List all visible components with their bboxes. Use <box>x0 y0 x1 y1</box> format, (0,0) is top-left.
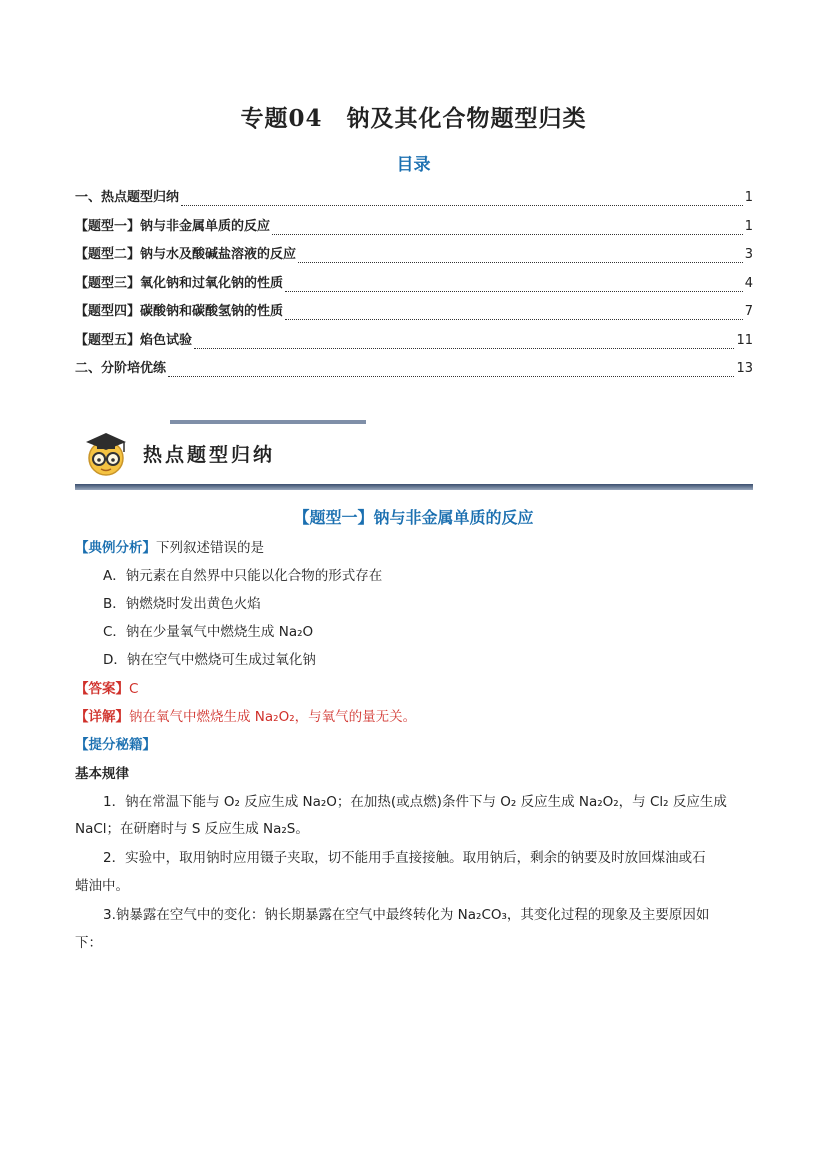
example-stem: 下列叙述错误的是 <box>156 540 264 556</box>
toc-entry[interactable] <box>75 329 753 358</box>
toc-leader <box>272 223 743 235</box>
toc-entry[interactable] <box>75 186 753 215</box>
toc-entry[interactable] <box>75 243 753 272</box>
tips-line: NaCl；在研磨时与 S 反应生成 Na₂S。 <box>75 821 309 837</box>
table-of-contents <box>75 186 753 386</box>
graduate-cap-glasses-icon <box>80 426 132 478</box>
detail-text: 钠在氧气中燃烧生成 Na₂O₂，与氧气的量无关。 <box>129 709 417 725</box>
tips-line: 2．实验中，取用钠时应用镊子夹取，切不能用手直接接触。取用钠后，剩余的钠要及时放回煤油或石 <box>103 850 706 866</box>
toc-entry-label: 【题型二】钠与水及酸碱盐溶液的反应 <box>75 247 297 262</box>
tips-tag: 【提分秘籍】 <box>75 737 156 753</box>
toc-leader <box>285 280 743 292</box>
detail-tag: 【详解】 <box>75 709 129 725</box>
toc-leader <box>285 308 743 320</box>
tips-line: 下： <box>75 935 102 951</box>
toc-entry[interactable] <box>75 215 753 244</box>
tips-line: 1．钠在常温下能与 O₂ 反应生成 Na₂O；在加热(或点燃)条件下与 O₂ 反应生成 Na₂O₂，与 Cl₂ 反应生成 <box>103 794 727 810</box>
banner-bottom-rule <box>75 484 753 490</box>
toc-entry-label: 二、分阶培优练 <box>75 361 167 376</box>
toc-entry-page: 7 <box>744 304 753 319</box>
toc-heading: 目录 <box>396 155 431 175</box>
toc-entry-label: 【题型一】钠与非金属单质的反应 <box>75 218 271 234</box>
option-c: C．钠在少量氧气中燃烧生成 Na₂O <box>103 624 314 640</box>
tips-subheading: 基本规律 <box>75 766 129 782</box>
toc-entry-label: 【题型三】氧化钠和过氧化钠的性质 <box>75 275 284 291</box>
option-a: A．钠元素在自然界中只能以化合物的形式存在 <box>103 568 383 584</box>
toc-entry-page: 3 <box>744 247 753 262</box>
answer-value: C <box>129 681 139 697</box>
toc-leader <box>168 365 734 377</box>
toc-leader <box>298 251 743 263</box>
section-banner <box>75 418 753 492</box>
toc-leader <box>194 337 734 349</box>
section-heading: 【题型一】钠与非金属单质的反应 <box>293 508 534 527</box>
toc-entry-page: 4 <box>744 275 753 291</box>
toc-entry-label: 【题型五】焰色试验 <box>75 332 193 348</box>
detail-line <box>75 707 416 727</box>
page-title: 专题04 钠及其化合物题型归类 <box>240 105 587 132</box>
toc-entry[interactable] <box>75 300 753 329</box>
tips-line: 3.钠暴露在空气中的变化：钠长期暴露在空气中最终转化为 Na₂CO₃，其变化过程的现象及主要原因如 <box>103 907 710 923</box>
toc-entry[interactable] <box>75 272 753 301</box>
banner-top-rule <box>170 420 366 424</box>
banner-label: 热点题型归纳 <box>143 444 276 466</box>
example-question <box>75 538 264 558</box>
answer-line <box>75 679 138 699</box>
option-d: D．钠在空气中燃烧可生成过氧化钠 <box>103 652 316 668</box>
toc-leader <box>181 194 743 206</box>
option-b: B．钠燃烧时发出黄色火焰 <box>103 596 261 612</box>
toc-entry[interactable] <box>75 357 753 386</box>
toc-entry-page: 13 <box>736 361 753 376</box>
toc-entry-label: 【题型四】碳酸钠和碳酸氢钠的性质 <box>75 304 284 319</box>
tips-line: 蜡油中。 <box>75 878 129 894</box>
answer-tag: 【答案】 <box>75 681 129 697</box>
example-tag: 【典例分析】 <box>75 540 156 556</box>
toc-entry-page: 1 <box>744 190 753 205</box>
toc-entry-page: 1 <box>744 218 753 234</box>
toc-entry-page: 11 <box>736 332 753 348</box>
toc-entry-label: 一、热点题型归纳 <box>75 190 180 205</box>
